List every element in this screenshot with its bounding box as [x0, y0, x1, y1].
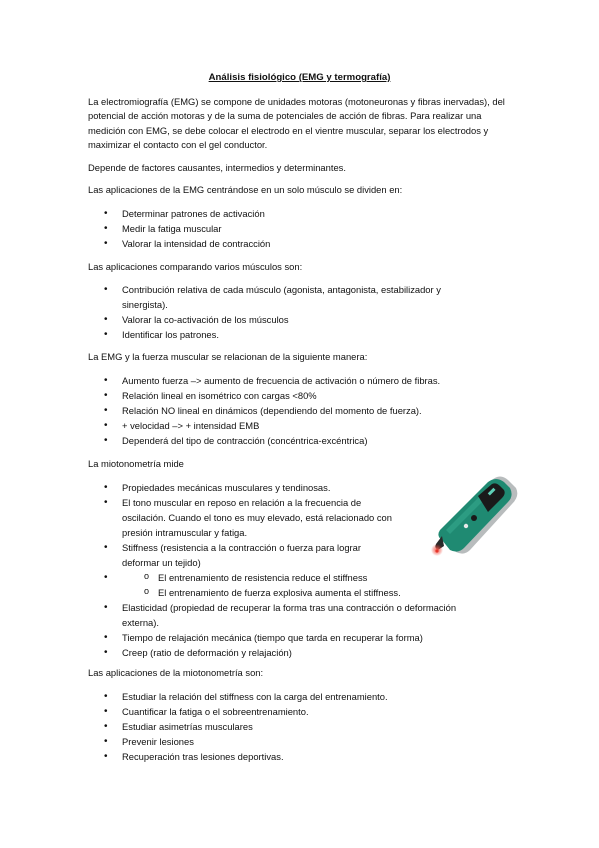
intro-paragraph: La electromiografía (EMG) se compone de unidades motoras (motoneuronas y fibras inervadas), del potencial de acción motoras y de la suma de potenciales de acción de fibras. Para realizar una medición con EMG, se debe colocar el electrodo en el vientre muscular, separar los electrodos y maximizar el contacto con el gel conductor.: [88, 96, 505, 151]
document-title: Análisis fisiológico (EMG y termografía): [208, 72, 391, 83]
stiffness-sub-list: [0, 570, 599, 600]
list-item: • Aumento fuerza –> aumento de frecuencia de activación o número de fibras.: [0, 373, 599, 388]
list-item: • Estudiar la relación del stiffness con la carga del entrenamiento.: [0, 689, 599, 704]
force-heading: La EMG y la fuerza muscular se relacionan de la siguiente manera:: [88, 351, 368, 362]
multi-muscle-heading: Las aplicaciones comparando varios músculos son:: [88, 261, 303, 272]
list-item: • Valorar la co-activación de los músculos: [0, 312, 599, 327]
myotonometry-heading: La miotonometría mide: [88, 458, 184, 469]
list-item: • Estudiar asimetrías musculares: [0, 719, 599, 734]
list-item: • Contribución relativa de cada músculo (agonista, antagonista, estabilizador y sinergista).: [0, 282, 484, 312]
list-item: • Dependerá del tipo de contracción (concéntrica-excéntrica): [0, 433, 599, 448]
list-item: • Relación lineal en isométrico con cargas <80%: [0, 388, 599, 403]
list-item-text: Stiffness (resistencia a la contracción o fuerza para lograr deformar un tejido): [122, 542, 362, 568]
myotonometry-applications-heading: Las aplicaciones de la miotonometría son:: [88, 667, 264, 678]
list-item: [0, 540, 384, 570]
list-item: • Creep (ratio de deformación y relajación): [0, 645, 599, 660]
myotonometry-applications-list: [0, 689, 599, 764]
list-item: • + velocidad –> + intensidad EMB: [0, 418, 599, 433]
myotonometer-device-image: [430, 474, 518, 560]
list-item: • Prevenir lesiones: [0, 734, 599, 749]
list-item: • Tiempo de relajación mecánica (tiempo que tarda en recuperar la forma): [0, 630, 599, 645]
list-item: • Recuperación tras lesiones deportivas.: [0, 749, 599, 764]
multi-muscle-list: [0, 282, 599, 342]
single-muscle-list: [0, 206, 599, 251]
list-item: • Determinar patrones de activación: [0, 206, 599, 221]
list-item: • El tono muscular en reposo en relación a la frecuencia de oscilación. Cuando el tono es muy elevado, está relacionado con presión intramuscular y fatiga.: [0, 495, 394, 540]
list-item: • Cuantificar la fatiga o el sobreentrenamiento.: [0, 704, 599, 719]
list-item: • Medir la fatiga muscular: [0, 221, 599, 236]
list-item: • Identificar los patrones.: [0, 327, 599, 342]
list-item: • Relación NO lineal en dinámicos (dependiendo del momento de fuerza).: [0, 403, 599, 418]
list-item: • Propiedades mecánicas musculares y tendinosas.: [0, 480, 599, 495]
list-item: • Elasticidad (propiedad de recuperar la forma tras una contracción o deformación externa).: [0, 600, 494, 630]
single-muscle-heading: Las aplicaciones de la EMG centrándose en un solo músculo se dividen en:: [88, 184, 403, 195]
list-item: • Valorar la intensidad de contracción: [0, 236, 599, 251]
sub-list-item: o El entrenamiento de fuerza explosiva aumenta el stiffness.: [122, 585, 599, 600]
sub-list-container: [0, 570, 599, 600]
factors-paragraph: Depende de factores causantes, intermedios y determinantes.: [88, 162, 346, 173]
force-list: [0, 373, 599, 448]
sub-list-item: o • El entrenamiento de resistencia reduce el stiffness: [122, 570, 599, 585]
